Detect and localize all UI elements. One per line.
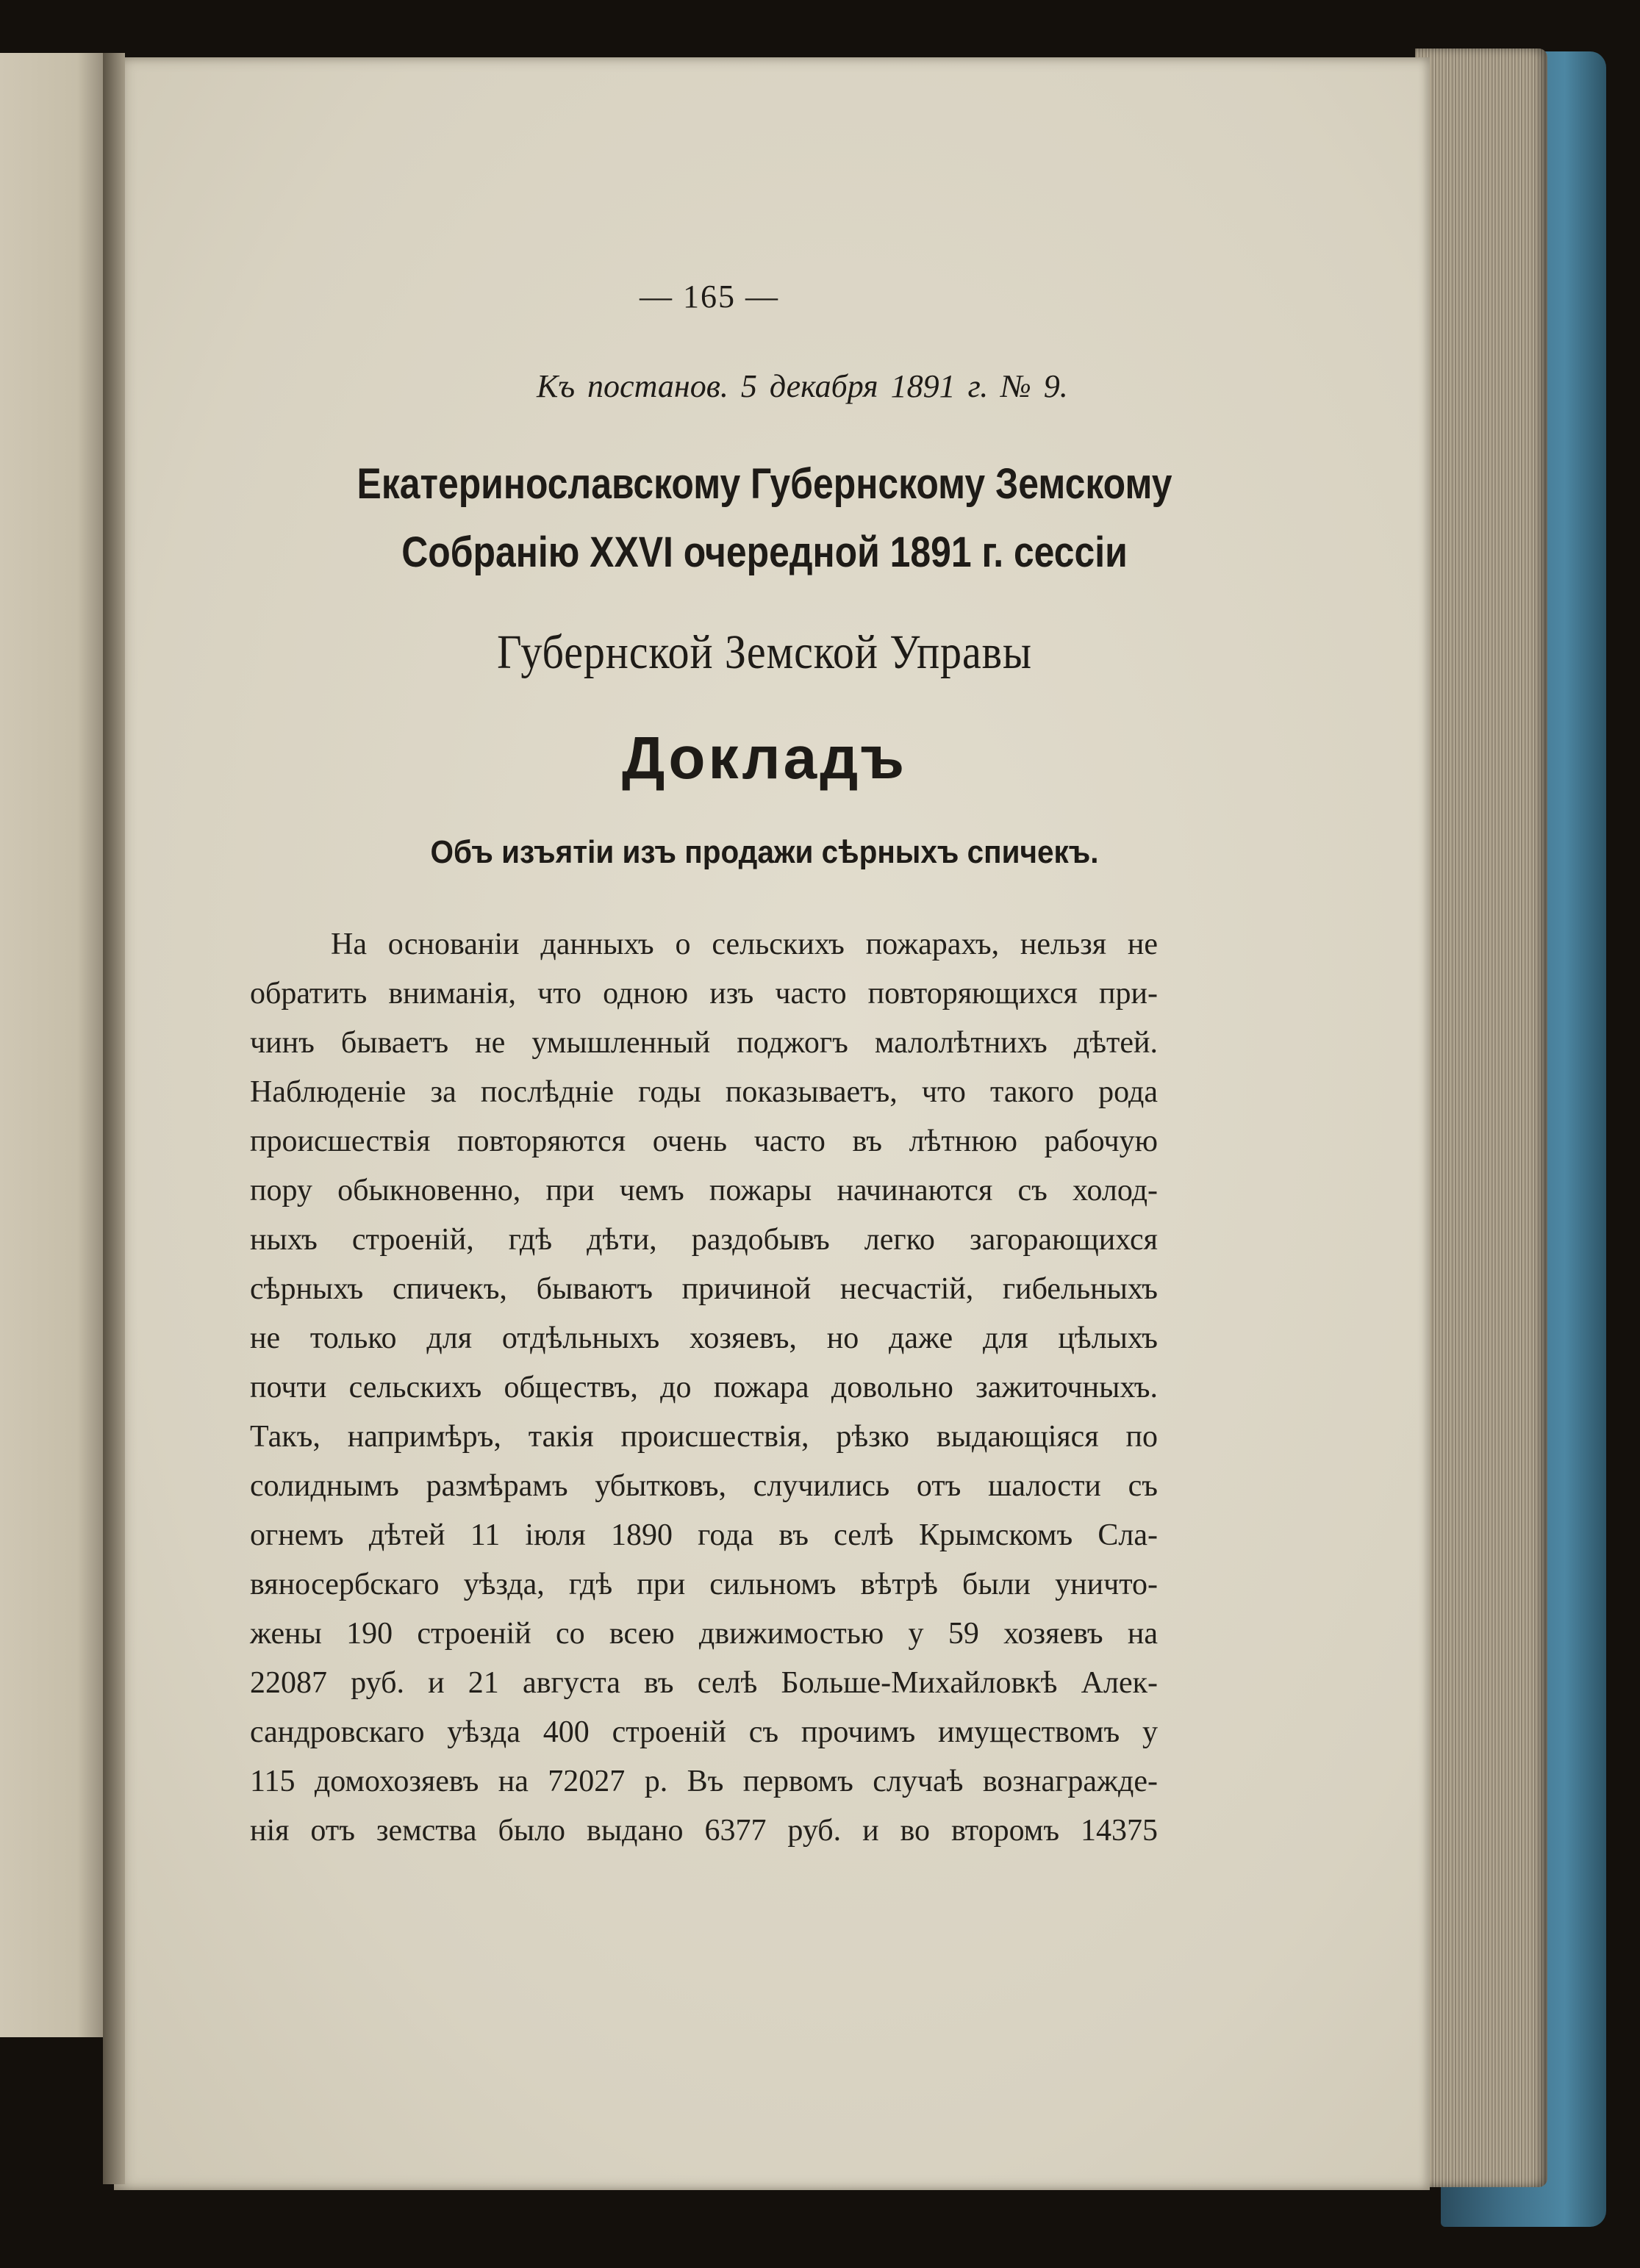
left-facing-page [0,53,110,2037]
page-edges [1415,49,1547,2187]
decree-reference: Къ постанов. 5 декабря 1891 г. № 9. [537,368,1068,404]
body-line: сѣрныхъ спичекъ, бываютъ причиной несчастій, гибельныхъ [250,1272,1158,1306]
heading-line-2: Собранію XXVI очередной 1891 г. сессіи [401,528,1128,576]
body-text [250,920,1158,1856]
body-line: Наблюденіе за послѣдніе годы показываетъ, что такого рода [250,1075,1158,1109]
body-line: Такъ, напримѣръ, такія происшествія, рѣзко выдающіяся по [250,1420,1158,1454]
body-line: На основаніи данныхъ о сельскихъ пожарахъ, нельзя не [331,927,1158,961]
body-line: происшествія повторяются очень часто въ лѣтнюю рабочую [250,1124,1158,1158]
body-line: вяносербскаго уѣзда, гдѣ при сильномъ вѣтрѣ были уничто- [250,1568,1158,1601]
subheading: Губернской Земской Управы [497,625,1032,679]
body-line: почти сельскихъ обществъ, до пожара довольно зажиточныхъ. [250,1371,1158,1404]
heading-line-1: Екатеринославскому Губернскому Земскому [357,460,1172,508]
body-line: ныхъ строеній, гдѣ дѣти, раздобывъ легко загорающихся [250,1223,1158,1257]
body-line: чинъ бываетъ не умышленный поджогъ малолѣтнихъ дѣтей. [250,1026,1158,1060]
body-line: обратить вниманія, что одною изъ часто повторяющихся при- [250,977,1158,1011]
body-line: жены 190 строеній со всею движимостью у 59 хозяевъ на [250,1617,1158,1651]
body-line: не только для отдѣльныхъ хозяевъ, но даже для цѣлыхъ [250,1321,1158,1355]
report-title: Докладъ [622,725,907,792]
body-line: солиднымъ размѣрамъ убытковъ, случились отъ шалости съ [250,1469,1158,1503]
body-line: пору обыкновенно, при чемъ пожары начинаются съ холод- [250,1174,1158,1207]
body-line: сандровскаго уѣзда 400 строеній съ прочимъ имуществомъ у [250,1715,1158,1749]
page-number: — 165 — [640,279,779,315]
body-line: 22087 руб. и 21 августа въ селѣ Больше-Михайловкѣ Алек- [250,1666,1158,1700]
body-line: огнемъ дѣтей 11 іюля 1890 года въ селѣ Крымскомъ Сла- [250,1518,1158,1552]
body-line: нія отъ земства было выдано 6377 руб. и во второмъ 14375 [250,1814,1158,1848]
book-gutter [103,53,125,2184]
body-line: 115 домохозяевъ на 72027 р. Въ первомъ случаѣ вознагражде- [250,1765,1158,1798]
report-topic: Объ изъятіи изъ продажи сѣрныхъ спичекъ. [430,834,1099,870]
